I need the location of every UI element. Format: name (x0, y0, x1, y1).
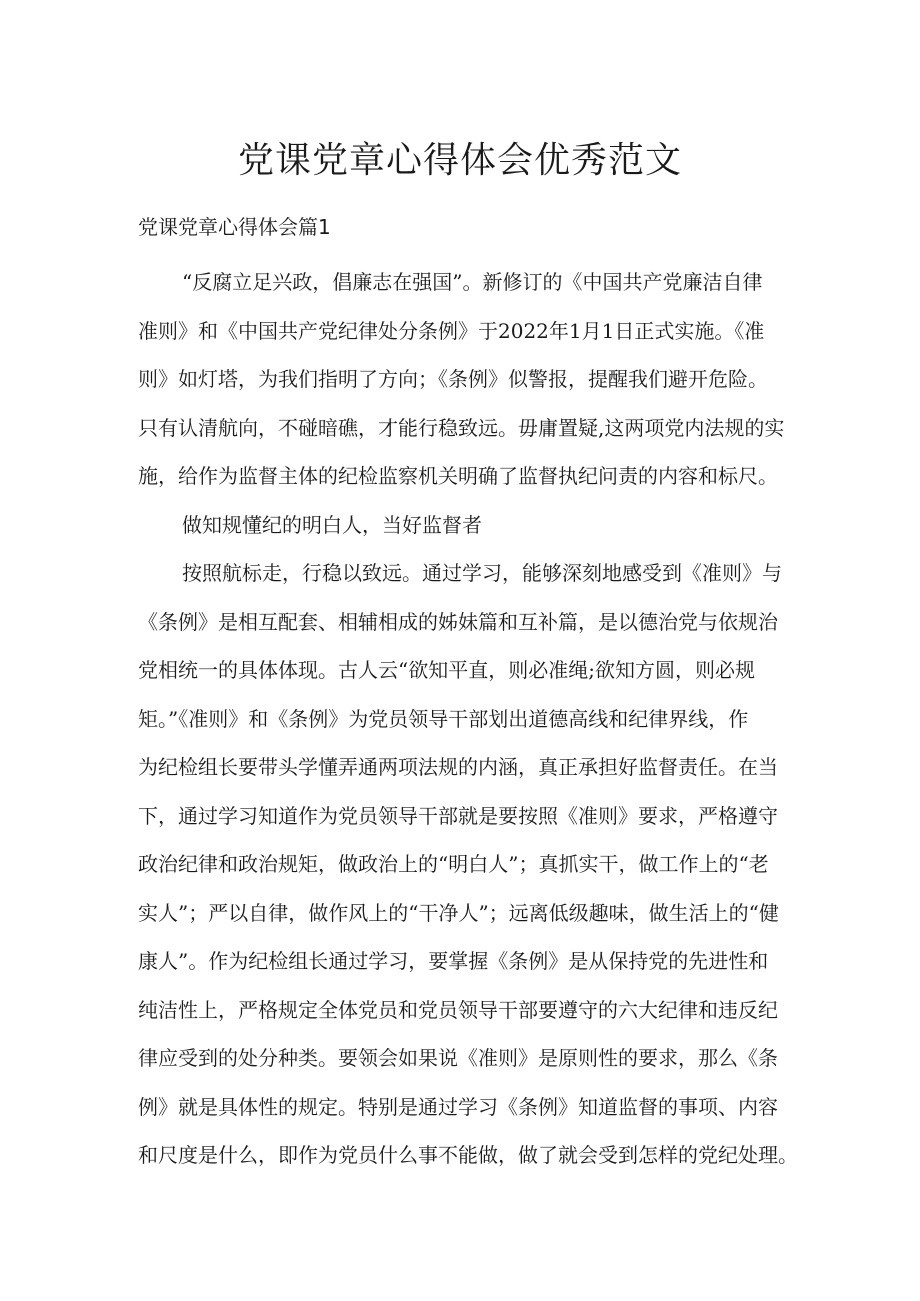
paragraph-line: 只有认清航向，不碰暗礁，才能行稳致远。毋庸置疑,这两项党内法规的实 (138, 415, 785, 440)
paragraph-line: 和尺度是什么，即作为党员什么事不能做，做了就会受到怎样的党纪处理。 (138, 1143, 798, 1167)
document-body (138, 258, 798, 1180)
paragraph-line: 律应受到的处分种类。要领会如果说《准则》是原则性的要求，那么《条 (138, 1046, 778, 1070)
paragraph-2 (138, 549, 798, 1180)
paragraph-line: 党相统一的具体体现。古人云“欲知平直，则必准绳;欲知方圆，则必规 (138, 658, 755, 682)
section-heading-text: 做知规懂纪的明白人，当好监督者 (182, 512, 482, 537)
paragraph-line: 为纪检组长要带头学懂弄通两项法规的内涵，真正承担好监督责任。在当 (138, 755, 778, 779)
paragraph-line: 准则》和《中国共产党纪律处分条例》于2022年1月1日正式实施。《准 (138, 318, 765, 343)
paragraph-line: 按照航标走，行稳以致远。通过学习，能够深刻地感受到《准则》与 (182, 561, 782, 585)
paragraph-line: 矩。”《准则》和《条例》为党员领导干部划出道德高线和纪律界线，作 (138, 706, 749, 731)
paragraph-line: 《条例》是相互配套、相辅相成的姊妹篇和互补篇，是以德治党与依规治 (138, 609, 778, 634)
paragraph-line: 政治纪律和政治规矩，做政治上的“明白人”；真抓实干，做工作上的“老 (138, 852, 769, 876)
paragraph-line: 下，通过学习知道作为党员领导干部就是要按照《准则》要求，严格遵守 (138, 803, 778, 828)
paragraph-line: 施，给作为监督主体的纪检监察机关明确了监督执纪问责的内容和标尺。 (138, 464, 778, 488)
paragraph-line: 例》就是具体性的规定。特别是通过学习《条例》知道监督的事项、内容 (138, 1094, 778, 1119)
paragraph-line: “反腐立足兴政，倡廉志在强国”。新修订的《中国共产党廉洁自律 (182, 270, 763, 294)
paragraph-line: 则》如灯塔，为我们指明了方向；《条例》似警报，提醒我们避开危险。 (138, 367, 768, 391)
document-subtitle: 党课党章心得体会篇1 (138, 215, 331, 239)
document-title: 党课党章心得体会优秀范文 (237, 140, 682, 181)
paragraph-1 (138, 258, 784, 501)
paragraph-line: 实人”；严以自律，做作风上的“干净人”；远离低级趣味，做生活上的“健 (138, 900, 779, 925)
paragraph-line: 康人”。作为纪检组长通过学习，要掌握《条例》是从保持党的先进性和 (138, 949, 769, 973)
section-heading (138, 501, 784, 550)
paragraph-line: 纯洁性上，严格规定全体党员和党员领导干部要遵守的六大纪律和违反纪 (138, 997, 778, 1022)
